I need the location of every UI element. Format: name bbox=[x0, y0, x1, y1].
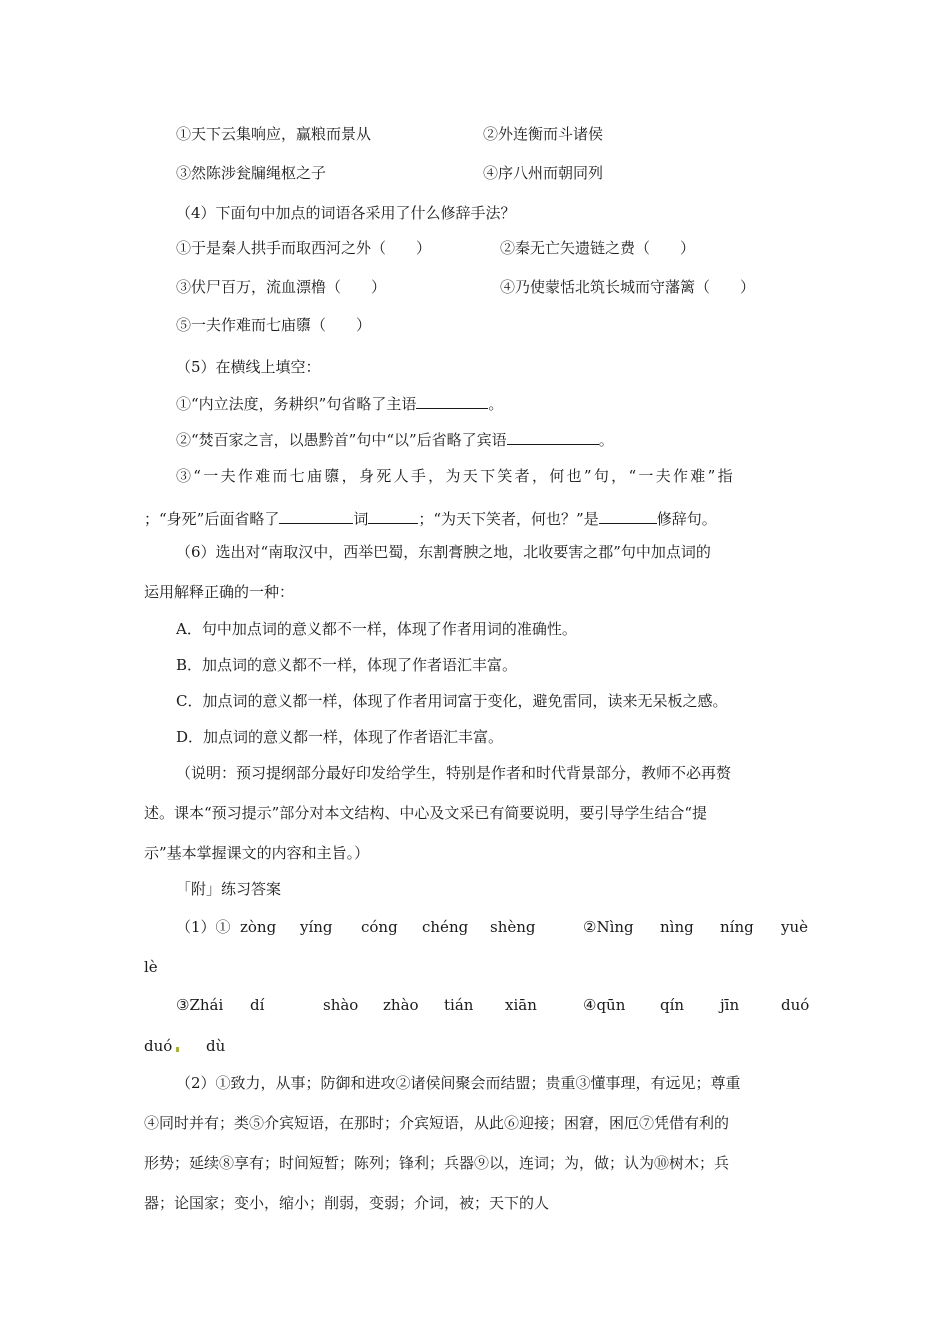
answer-2-line-1: （2）①致力，从事；防御和进攻②诸侯间聚会而结盟；贵重③懂事理，有远见；尊重 bbox=[176, 1074, 741, 1092]
pinyin-word: cóng bbox=[361, 918, 398, 936]
note-line-2: 述。课本“预习提示”部分对本文结构、中心及文采已有简要说明，要引导学生结合“提 bbox=[144, 804, 708, 822]
pinyin-word: lè bbox=[144, 958, 158, 976]
pinyin-word: jīn bbox=[720, 996, 740, 1014]
q5-line-4-part-a: ；“身死”后面省略了 bbox=[144, 510, 280, 528]
q5-line-1-end: 。 bbox=[488, 395, 504, 413]
fill-blank[interactable] bbox=[599, 508, 657, 524]
answer-2-line-2: ④同时并有；类⑤介宾短语，在那时；介宾短语，从此⑥迎接；困窘，困厄⑦凭借有利的 bbox=[144, 1114, 730, 1132]
q4-item-4: ④乃使蒙恬北筑长城而守藩篱（ ） bbox=[500, 278, 756, 296]
q4-item-3: ③伏尸百万，流血漂橹（ ） bbox=[176, 278, 387, 296]
q5-line-4-part-d: 修辞句。 bbox=[656, 510, 717, 528]
q4-item-2: ②秦无亡矢遗链之费（ ） bbox=[500, 239, 696, 257]
q6-line-1: （6）选出对“南取汉中，西举巴蜀，东割膏腴之地，北收要害之郡”句中加点词的 bbox=[176, 543, 711, 561]
q6-option-b: B．加点词的意义都不一样，体现了作者语汇丰富。 bbox=[176, 656, 518, 674]
q4-item-1: ①于是秦人拱手而取西河之外（ ） bbox=[176, 239, 432, 257]
answer-1-2-prefix: ②Nìng bbox=[583, 918, 634, 936]
q5-line-1-text: ①“内立法度，务耕织”句省略了主语 bbox=[176, 395, 417, 413]
q4-heading: （4）下面句中加点的词语各采用了什么修辞手法？ bbox=[176, 204, 516, 222]
q6-line-2: 运用解释正确的一种： bbox=[144, 583, 295, 601]
pinyin-word: dí bbox=[250, 996, 265, 1014]
pinyin-word: duó bbox=[144, 1037, 173, 1055]
answer-2-line-4: 器；论国家；变小，缩小；削弱，变弱；介词，被；天下的人 bbox=[144, 1194, 550, 1212]
pinyin-word: chéng bbox=[422, 918, 469, 936]
q5-line-4 bbox=[144, 508, 717, 529]
q5-line-2 bbox=[176, 429, 614, 450]
q5-heading: （5）在横线上填空： bbox=[176, 358, 321, 376]
pinyin-word: duó bbox=[781, 996, 810, 1014]
pinyin-word: tián bbox=[444, 996, 474, 1014]
pinyin-word: nìng bbox=[660, 918, 694, 936]
q5-line-4-part-c: ；“为天下笑者，何也？”是 bbox=[418, 510, 599, 528]
pinyin-word: shèng bbox=[490, 918, 536, 936]
note-line-1: （说明：预习提纲部分最好印发给学生，特别是作者和时代背景部分，教师不必再赘 bbox=[176, 764, 732, 782]
q6-option-c: C．加点词的意义都一样，体现了作者用词富于变化，避免雷同，读来无呆板之感。 bbox=[176, 692, 728, 710]
pinyin-word: níng bbox=[720, 918, 754, 936]
q5-line-2-end: 。 bbox=[598, 431, 614, 449]
q5-line-1 bbox=[176, 393, 503, 414]
pinyin-word: shào bbox=[323, 996, 359, 1014]
pinyin-word: dù bbox=[206, 1037, 226, 1055]
answer-1-prefix: （1）① bbox=[176, 918, 231, 936]
stray-mark bbox=[176, 1047, 179, 1052]
q6-option-a: A．句中加点词的意义都不一样，体现了作者用词的准确性。 bbox=[176, 620, 577, 638]
fill-blank[interactable] bbox=[368, 508, 418, 524]
pinyin-word: zhào bbox=[383, 996, 419, 1014]
pinyin-word: yíng bbox=[300, 918, 333, 936]
q5-line-3: ③“一夫作难而七庙隳，身死人手，为天下笑者，何也”句，“一夫作难”指 bbox=[176, 467, 735, 485]
answers-heading: 「附」练习答案 bbox=[176, 880, 282, 898]
pinyin-word: zòng bbox=[240, 918, 277, 936]
answer-4-prefix: ④qūn bbox=[583, 996, 626, 1014]
q6-option-d: D．加点词的意义都一样，体现了作者语汇丰富。 bbox=[176, 728, 504, 746]
answer-2-line-3: 形势；延续⑧享有；时间短暂；陈列；锋利；兵器⑨以，连词；为，做；认为⑩树木；兵 bbox=[144, 1154, 730, 1172]
q3-item-4: ④序八州而朝同列 bbox=[483, 164, 604, 182]
q4-item-5: ⑤一夫作难而七庙隳（ ） bbox=[176, 316, 372, 334]
fill-blank[interactable] bbox=[279, 508, 353, 524]
pinyin-word: xiān bbox=[505, 996, 537, 1014]
pinyin-word: qín bbox=[660, 996, 685, 1014]
fill-blank[interactable] bbox=[507, 429, 599, 445]
answer-3-prefix: ③Zhái bbox=[176, 996, 224, 1014]
q5-line-2-text: ②“焚百家之言，以愚黔首”句中“以”后省略了宾语 bbox=[176, 431, 507, 449]
q3-item-3: ③然陈涉瓮牖绳枢之子 bbox=[176, 164, 327, 182]
note-line-3: 示”基本掌握课文的内容和主旨。） bbox=[144, 844, 370, 862]
q3-item-2: ②外连衡而斗诸侯 bbox=[483, 125, 604, 143]
q5-line-4-part-b: 词 bbox=[353, 510, 369, 528]
q3-item-1: ①天下云集响应，赢粮而景从 bbox=[176, 125, 372, 143]
fill-blank[interactable] bbox=[416, 393, 488, 409]
pinyin-word: yuè bbox=[781, 918, 809, 936]
